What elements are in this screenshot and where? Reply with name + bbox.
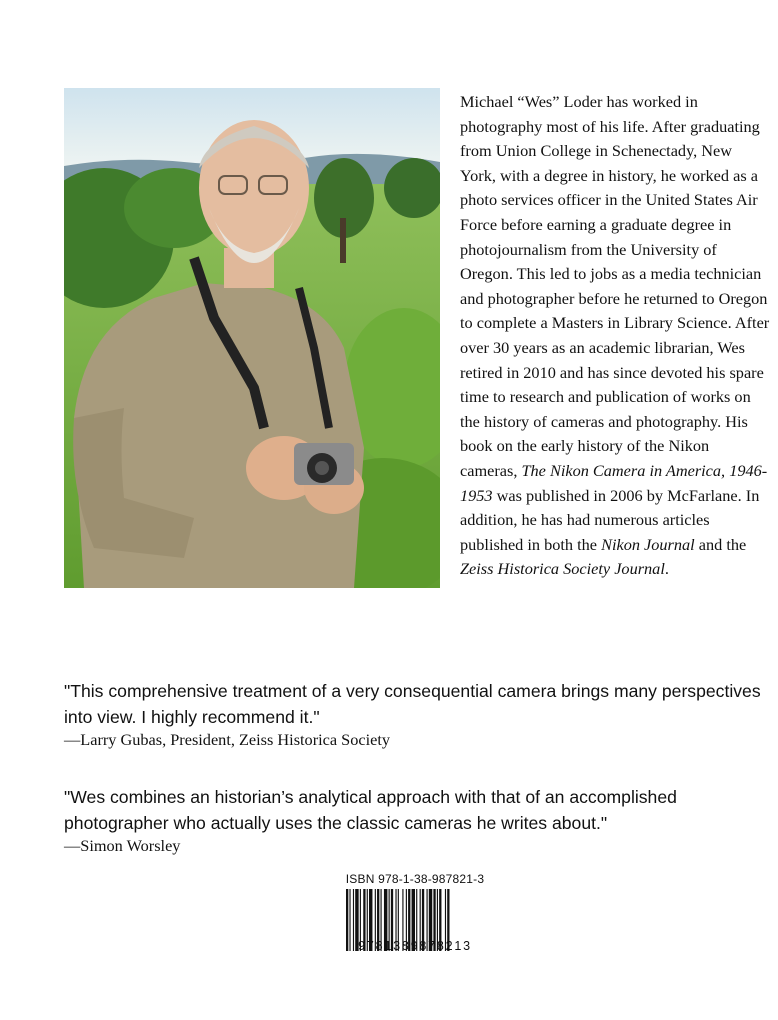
isbn-label: ISBN 978-1-38-987821-3 (345, 872, 485, 886)
author-bio-paragraph: Michael “Wes” Loder has worked in photography most of his life. After graduating from Union College in Schenectady, New York, with a degree in history, he worked as a photo services officer in the United States Air Force before earning a graduate degree in photojournalism from the University of Oregon. This led to jobs as a media technician and photographer before he returned to Oregon to complete a Masters in Library Science. After over 30 years as an academic librarian, Wes retired in 2010 and has since devoted his spare time to research and publication of works on the history of cameras and photography. His book on the early history of the Nikon cameras, The Nikon Camera in America, 1946-1953 was published in 2006 by McFarlane. In addition, he has had numerous articles published in both the Nikon Journal and the Zeiss Historica Society Journal. (460, 92, 770, 579)
quote-text: "This comprehensive treatment of a very consequential camera brings many perspectives into view. I highly recommend it." (64, 681, 761, 727)
review-quote-2 (64, 784, 764, 856)
journal-title-zeiss: Zeiss Historica Society Journal (460, 559, 665, 579)
author-photo-illustration (64, 88, 440, 588)
author-photo (64, 88, 440, 588)
quote-attribution: —Simon Worsley (64, 836, 181, 855)
author-bio (460, 90, 770, 582)
quote-attribution: —Larry Gubas, President, Zeiss Historica Society (64, 730, 391, 749)
review-quote-1 (64, 678, 764, 750)
book-title: The Nikon Camera in America, 1946-1953 (460, 460, 768, 505)
barcode-digits: 9781389878213 (358, 939, 472, 953)
journal-title-nikon: Nikon Journal (601, 534, 695, 554)
quote-text: "Wes combines an historian’s analytical approach with that of an accomplished photographer who actually uses the classic cameras he writes about." (64, 787, 677, 833)
isbn-barcode (340, 872, 490, 951)
